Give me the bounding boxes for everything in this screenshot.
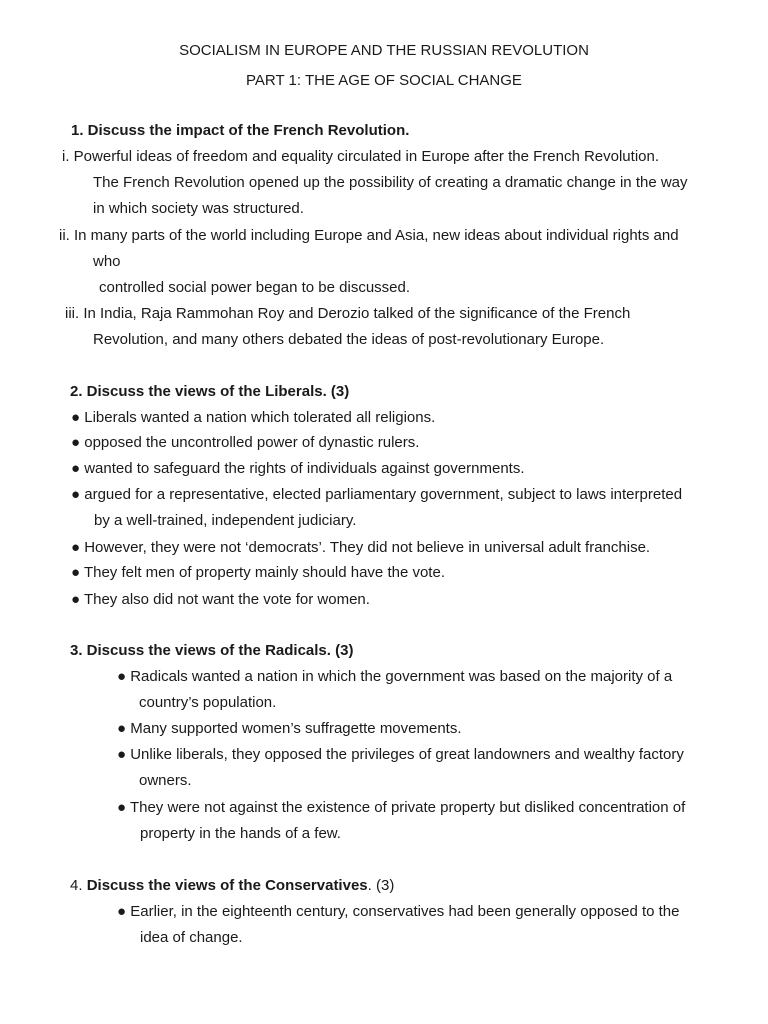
list-item: ● Earlier, in the eighteenth century, conservatives had been generally opposed to the xyxy=(117,903,680,920)
question-4-number: 4. xyxy=(70,877,83,894)
list-item: ● Liberals wanted a nation which tolerated all religions. xyxy=(71,409,436,426)
list-item: in which society was structured. xyxy=(93,200,304,217)
list-item: ● wanted to safeguard the rights of individuals against governments. xyxy=(71,460,525,477)
question-1-heading: 1. Discuss the impact of the French Revolution. xyxy=(71,122,410,139)
list-item: ● opposed the uncontrolled power of dynastic rulers. xyxy=(71,434,420,451)
question-4-heading xyxy=(70,877,394,895)
list-item: property in the hands of a few. xyxy=(140,825,341,842)
list-item: country’s population. xyxy=(139,694,277,711)
list-item: ● However, they were not ‘democrats’. They did not believe in universal adult franchise. xyxy=(71,539,651,556)
question-4-marks: . (3) xyxy=(367,877,395,894)
list-item: ● argued for a representative, elected parliamentary government, subject to laws interpreted xyxy=(71,486,683,503)
list-item: owners. xyxy=(139,772,192,789)
question-4-title: Discuss the views of the Conservatives xyxy=(86,877,368,894)
question-3-heading: 3. Discuss the views of the Radicals. (3) xyxy=(70,642,354,659)
list-item: ● They also did not want the vote for women. xyxy=(71,591,370,608)
list-item: by a well-trained, independent judiciary. xyxy=(94,512,357,529)
list-item: controlled social power began to be discussed. xyxy=(99,279,411,296)
list-item: ii. In many parts of the world including Europe and Asia, new ideas about individual rights and xyxy=(59,227,679,244)
list-item: Revolution, and many others debated the ideas of post-revolutionary Europe. xyxy=(93,331,605,348)
document-title: SOCIALISM IN EUROPE AND THE RUSSIAN REVOLUTION xyxy=(179,42,589,59)
list-item: ● Unlike liberals, they opposed the privileges of great landowners and wealthy factory xyxy=(117,746,684,763)
list-item: i. Powerful ideas of freedom and equality circulated in Europe after the French Revolution. xyxy=(62,148,659,165)
question-2-heading: 2. Discuss the views of the Liberals. (3) xyxy=(70,383,350,400)
list-item: idea of change. xyxy=(140,929,243,946)
list-item: iii. In India, Raja Rammohan Roy and Derozio talked of the significance of the French xyxy=(65,305,631,322)
list-item: ● Many supported women’s suffragette movements. xyxy=(117,720,462,737)
list-item: The French Revolution opened up the possibility of creating a dramatic change in the way xyxy=(93,174,688,191)
list-item: ● Radicals wanted a nation in which the government was based on the majority of a xyxy=(117,668,673,685)
list-item: who xyxy=(93,253,121,270)
list-item: ● They were not against the existence of private property but disliked concentration of xyxy=(117,799,686,816)
list-item: ● They felt men of property mainly should have the vote. xyxy=(71,564,445,581)
document-subtitle: PART 1: THE AGE OF SOCIAL CHANGE xyxy=(246,72,522,89)
